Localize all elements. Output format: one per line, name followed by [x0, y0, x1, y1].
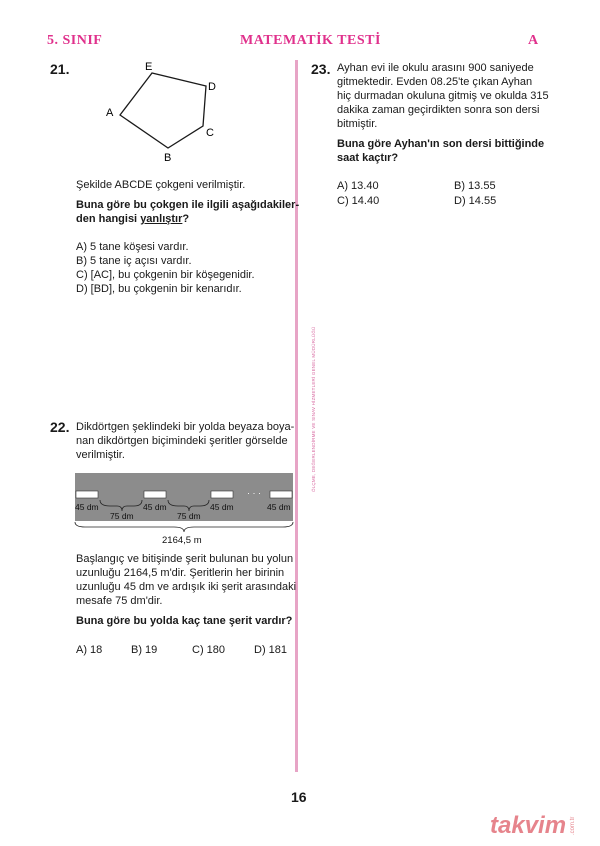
q23-intro-5: bitmiştir. — [337, 118, 378, 130]
q22-body-2: uzunluğu 2164,5 m'dir. Şeritlerin her birinin — [76, 567, 285, 579]
gap-length-label: 75 dm — [110, 511, 134, 521]
q22-number: 22. — [50, 419, 70, 435]
page-number: 16 — [291, 789, 307, 805]
q22-intro-1: Dikdörtgen şeklindeki bir yolda beyaza boya- — [76, 421, 295, 433]
watermark-brand: takvim — [490, 812, 567, 839]
q22-option-d[interactable]: D) 181 — [254, 644, 288, 656]
stripe-length-label: 45 dm — [75, 502, 99, 512]
q22-body-3: uzunluğu 45 dm ve ardışık iki şerit arasındaki — [76, 581, 297, 593]
q22-intro-3: verilmiştir. — [76, 449, 125, 461]
q23-option-c[interactable]: C) 14.40 — [337, 195, 380, 207]
q21-emphasis: yanlıştır — [140, 213, 183, 225]
q21-question-line1: Buna göre bu çokgen ile ilgili aşağıdakiler- — [76, 199, 300, 211]
stripe — [211, 491, 233, 498]
stripe-length-label: 45 dm — [210, 502, 234, 512]
total-length-label: 2164,5 m — [162, 535, 202, 546]
q23-intro-3: hiç durmadan okuluna gitmiş ve okulda 315 — [337, 90, 549, 102]
q23-question-2: saat kaçtır? — [337, 152, 399, 164]
grade-label: 5. SINIF — [47, 33, 103, 48]
q22-body-4: mesafe 75 dm'dir. — [76, 595, 163, 607]
vertex-b: B — [164, 152, 172, 164]
stripe-length-label: 45 dm — [143, 502, 167, 512]
pentagon-shape — [120, 73, 206, 148]
side-note: ÖLÇME, DEĞERLENDİRME VE SINAV HİZMETLERİ GENEL MÜDÜRLÜĞÜ — [311, 326, 316, 492]
q23-option-d[interactable]: D) 14.55 — [454, 195, 497, 207]
q21-option-d[interactable]: D) [BD], bu çokgenin bir kenarıdır. — [76, 283, 242, 295]
stripe — [144, 491, 166, 498]
q21-number: 21. — [50, 61, 70, 77]
booklet-letter: A — [528, 33, 539, 48]
q21-option-a[interactable]: A) 5 tane köşesi vardır. — [76, 241, 189, 253]
stripe — [76, 491, 98, 498]
q21-intro: Şekilde ABCDE çokgeni verilmiştir. — [76, 179, 246, 191]
q23-intro-2: gitmektedir. Evden 08.25'te çıkan Ayhan — [337, 76, 533, 88]
stripe — [270, 491, 292, 498]
vertex-a: A — [106, 107, 114, 119]
total-brace — [75, 522, 293, 532]
q21-question-line2: den hangisi yanlıştır? — [76, 213, 190, 225]
q22-body-1: Başlangıç ve bitişinde şerit bulunan bu yolun — [76, 553, 294, 565]
q23-intro-1: Ayhan evi ile okulu arasını 900 saniyede — [337, 62, 534, 74]
q22-option-a[interactable]: A) 18 — [76, 644, 103, 656]
q23-intro-4: dakika zaman geçirdikten sonra son dersi — [337, 104, 540, 116]
gap-length-label: 75 dm — [177, 511, 201, 521]
q22-question: Buna göre bu yolda kaç tane şerit vardır? — [76, 615, 293, 627]
vertex-c: C — [206, 127, 214, 139]
continuation-dots: · · · — [247, 488, 261, 498]
column-divider — [295, 60, 298, 772]
vertex-e: E — [145, 61, 153, 73]
stripe-length-label: 45 dm — [267, 502, 291, 512]
q23-option-a[interactable]: A) 13.40 — [337, 180, 379, 192]
q23-option-b[interactable]: B) 13.55 — [454, 180, 496, 192]
q22-option-b[interactable]: B) 19 — [131, 644, 158, 656]
pentagon-figure — [100, 60, 230, 170]
test-title: MATEMATİK TESTİ — [240, 33, 381, 48]
vertex-d: D — [208, 81, 216, 93]
q21-option-b[interactable]: B) 5 tane iç açısı vardır. — [76, 255, 192, 267]
watermark-suffix: .com.tr — [570, 816, 577, 835]
q23-question-1: Buna göre Ayhan'ın son dersi bittiğinde — [337, 138, 545, 150]
watermark-logo — [490, 812, 594, 840]
q21-option-c[interactable]: C) [AC], bu çokgenin bir köşegenidir. — [76, 269, 255, 281]
q22-intro-2: nan dikdörtgen biçimindeki şeritler görselde — [76, 435, 288, 447]
q22-option-c[interactable]: C) 180 — [192, 644, 226, 656]
road-figure — [70, 470, 298, 546]
q23-number: 23. — [311, 61, 331, 77]
